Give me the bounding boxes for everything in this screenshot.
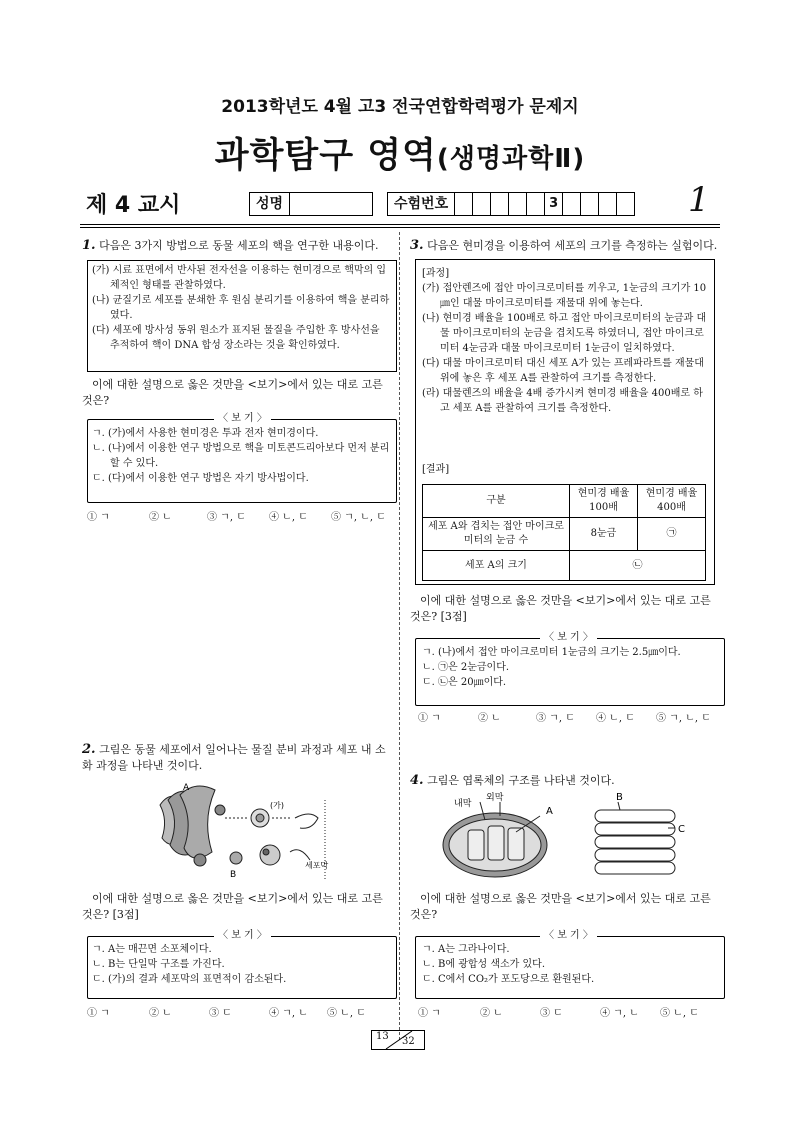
q4-fig-label-a: A xyxy=(546,806,553,817)
q3-options xyxy=(418,709,711,724)
q2-options xyxy=(87,1004,366,1019)
q4-boki-item: ㄷ. C에서 CO₂가 포도당으로 환원된다. xyxy=(422,974,595,985)
q1-boki-item: ㄴ. (나)에서 이용한 연구 방법으로 핵을 미토콘드리아보다 먼저 분리할 수 있다. xyxy=(92,443,390,469)
column-divider xyxy=(399,232,400,1040)
q1-option[interactable]: ④ ㄴ, ㄷ xyxy=(269,512,308,523)
q3-process xyxy=(422,266,710,416)
exam-number-cell xyxy=(527,193,545,215)
q3-boki-item: ㄱ. (나)에서 접안 마이크로미터 1눈금의 크기는 2.5㎛이다. xyxy=(422,647,681,658)
exam-number-cell xyxy=(491,193,509,215)
q3-process-item: (라) 대물렌즈의 배율을 4배 증가시켜 현미경 배율을 400배로 하고 세포 A를 관찰하여 크기를 측정한다. xyxy=(422,388,703,414)
table-cell: ㉠ xyxy=(638,518,706,551)
q3-experiment-box xyxy=(415,259,715,585)
q2-fig-label-ga: (가) xyxy=(270,801,284,810)
q4-option[interactable]: ① ㄱ xyxy=(418,1008,441,1019)
q2-boki-box xyxy=(87,936,397,999)
q4-option[interactable]: ④ ㄱ, ㄴ xyxy=(600,1008,639,1019)
name-label: 성명 xyxy=(250,193,290,215)
q2-fig-label-a: A xyxy=(183,783,190,793)
q2-figure-cell-secretion xyxy=(150,780,350,880)
q3-question: 이에 대한 설명으로 옳은 것만을 <보기>에서 있는 대로 고른 것은? [3점] xyxy=(410,594,711,623)
q2-boki-label: 〈 보 기 〉 xyxy=(214,930,271,942)
q2-option[interactable]: ① ㄱ xyxy=(87,1008,110,1019)
subject-main: 과학탐구 영역 xyxy=(214,136,437,176)
q2-fig-label-b: B xyxy=(230,870,237,880)
exam-title: 2013학년도 4월 고3 전국연합학력평가 문제지 xyxy=(221,97,579,117)
q2-question: 이에 대한 설명으로 옳은 것만을 <보기>에서 있는 대로 고른 것은? [3점] xyxy=(82,892,383,921)
footer-page-total: 32 xyxy=(402,1036,415,1047)
q2-boki-item: ㄱ. A는 매끈면 소포체이다. xyxy=(92,944,212,955)
q2-option[interactable]: ③ ㄷ xyxy=(209,1008,232,1019)
exam-number-cell xyxy=(455,193,473,215)
q3-process-item: (가) 접안렌즈에 접안 마이크로미터를 끼우고, 1눈금의 크기가 10㎛인 대물 마이크로미터를 재물대 위에 놓는다. xyxy=(422,283,707,309)
subject-sub: (생명과학Ⅱ) xyxy=(436,144,586,174)
exam-number-cell xyxy=(617,193,634,215)
exam-number-cell xyxy=(599,193,617,215)
q4-options xyxy=(418,1004,699,1019)
header-rule-thin xyxy=(80,227,720,228)
q1-item: (나) 균질기로 세포를 분쇄한 후 원심 분리기를 이용하여 핵을 분리하였다. xyxy=(92,295,390,321)
q1-item: (가) 시료 표면에서 반사된 전자선을 이용하는 현미경으로 핵막의 입체적인 형태를 관찰하였다. xyxy=(92,265,387,291)
table-cell: 세포 A와 겹치는 접안 마이크로미터의 눈금 수 xyxy=(423,518,570,551)
q4-fig-label-c: C xyxy=(678,824,685,835)
table-cell: 8눈금 xyxy=(570,518,638,551)
q4-boki-item: ㄴ. B에 광합성 색소가 있다. xyxy=(422,959,546,970)
q2-option[interactable]: ⑤ ㄴ, ㄷ xyxy=(327,1008,366,1019)
q3-number: 3. xyxy=(410,238,424,253)
q2-option[interactable]: ④ ㄱ, ㄴ xyxy=(269,1008,308,1019)
q4-stem-text: 그림은 엽록체의 구조를 나타낸 것이다. xyxy=(427,774,615,787)
q3-process-label: [과정] xyxy=(422,268,450,279)
q1-stem-text: 다음은 3가지 방법으로 동물 세포의 핵을 연구한 내용이다. xyxy=(99,239,379,252)
q1-boki-item: ㄷ. (다)에서 이용한 연구 방법은 자기 방사법이다. xyxy=(92,473,309,484)
q1-option[interactable]: ② ㄴ xyxy=(149,512,172,523)
q1-items-box xyxy=(87,260,397,372)
q3-process-item: (다) 대물 마이크로미터 대신 세포 A가 있는 프레파라트를 재물대 위에 놓은 후 세포 A를 관찰하여 크기를 측정한다. xyxy=(422,358,704,384)
footer-page-current: 13 xyxy=(376,1031,389,1042)
q1-number: 1. xyxy=(82,238,96,253)
q4-figure-chloroplast xyxy=(440,790,700,885)
table-cell: ㉡ xyxy=(570,551,706,581)
q4-fig-label-b: B xyxy=(616,792,623,803)
q2-stem xyxy=(82,742,394,774)
q1-item: (다) 세포에 방사성 동위 원소가 표지된 물질을 주입한 후 방사선을 추적하여 핵이 DNA 합성 장소라는 것을 확인하였다. xyxy=(92,325,380,351)
q2-boki-item: ㄴ. B는 단일막 구조를 가진다. xyxy=(92,959,225,970)
q2-fig-label-membrane: 세포막 xyxy=(305,861,329,870)
q2-boki-item: ㄷ. (가)의 결과 세포막의 표면적이 감소된다. xyxy=(92,974,287,985)
footer-page-indicator xyxy=(371,1030,425,1050)
q2-option[interactable]: ② ㄴ xyxy=(149,1008,172,1019)
q4-fig-label-inner: 내막 xyxy=(454,799,472,809)
q3-result-table xyxy=(422,484,706,581)
table-cell: 세포 A의 크기 xyxy=(423,551,570,581)
q4-boki-box xyxy=(415,936,725,999)
q4-option[interactable]: ③ ㄷ xyxy=(540,1008,563,1019)
q3-boki-label: 〈 보 기 〉 xyxy=(540,632,597,644)
q1-boki-label: 〈 보 기 〉 xyxy=(214,413,271,425)
q3-stem xyxy=(410,238,720,254)
q4-question: 이에 대한 설명으로 옳은 것만을 <보기>에서 있는 대로 고른 것은? xyxy=(410,892,711,921)
q2-stem-text: 그림은 동물 세포에서 일어나는 물질 분비 과정과 세포 내 소화 과정을 나타낸 것이다. xyxy=(82,743,386,772)
q4-fig-label-outer: 외막 xyxy=(486,793,504,803)
exam-number-cell: 3 xyxy=(545,193,563,215)
q3-option[interactable]: ② ㄴ xyxy=(478,713,501,724)
q1-boki-item: ㄱ. (가)에서 사용한 현미경은 투과 전자 현미경이다. xyxy=(92,428,319,439)
q3-option[interactable]: ④ ㄴ, ㄷ xyxy=(596,713,635,724)
q3-boki-box xyxy=(415,638,725,706)
page-number: 1 xyxy=(688,180,710,220)
exam-number-cell xyxy=(473,193,491,215)
q4-stem xyxy=(410,773,720,789)
q4-number: 4. xyxy=(410,773,424,788)
q3-option[interactable]: ① ㄱ xyxy=(418,713,441,724)
q3-boki-item: ㄷ. ㉡은 20㎛이다. xyxy=(422,677,507,688)
q1-option[interactable]: ⑤ ㄱ, ㄴ, ㄷ xyxy=(331,512,386,523)
q1-option[interactable]: ① ㄱ xyxy=(87,512,110,523)
q3-result-label: [결과] xyxy=(422,464,450,475)
q4-option[interactable]: ② ㄴ xyxy=(480,1008,503,1019)
table-header: 현미경 배율 400배 xyxy=(638,485,706,518)
q1-options xyxy=(87,508,386,523)
q3-process-item: (나) 현미경 배율을 100배로 하고 접안 마이크로미터의 눈금과 대물 마이크로미터의 눈금을 겹치도록 하였더니, 접안 마이크로미터 4눈금과 대물 마이크로미터 1눈금이 일치하였다. xyxy=(422,313,707,354)
q1-question: 이에 대한 설명으로 옳은 것만을 <보기>에서 있는 대로 고른 것은? xyxy=(82,378,383,407)
exam-number-cell xyxy=(581,193,599,215)
q2-number: 2. xyxy=(82,742,96,757)
exam-number-field[interactable] xyxy=(387,192,635,216)
exam-number-label: 수험번호 xyxy=(388,193,455,215)
exam-number-cell xyxy=(563,193,581,215)
name-field[interactable] xyxy=(249,192,373,216)
exam-number-cell xyxy=(509,193,527,215)
q3-option[interactable]: ⑤ ㄱ, ㄴ, ㄷ xyxy=(656,713,711,724)
q1-option[interactable]: ③ ㄱ, ㄷ xyxy=(207,512,246,523)
q1-boki-box xyxy=(87,419,397,503)
q3-boki-item: ㄴ. ㉠은 2눈금이다. xyxy=(422,662,510,673)
q3-option[interactable]: ③ ㄱ, ㄷ xyxy=(536,713,575,724)
q3-stem-text: 다음은 현미경을 이용하여 세포의 크기를 측정하는 실험이다. xyxy=(427,239,718,252)
header-rule xyxy=(80,224,720,225)
q1-stem xyxy=(82,238,392,254)
q4-boki-label: 〈 보 기 〉 xyxy=(540,930,597,942)
q4-option[interactable]: ⑤ ㄴ, ㄷ xyxy=(660,1008,699,1019)
table-header: 구분 xyxy=(423,485,570,518)
table-header: 현미경 배율 100배 xyxy=(570,485,638,518)
q4-boki-item: ㄱ. A는 그라나이다. xyxy=(422,944,510,955)
period-label: 제 4 교시 xyxy=(86,193,181,218)
subject-title xyxy=(0,128,800,178)
